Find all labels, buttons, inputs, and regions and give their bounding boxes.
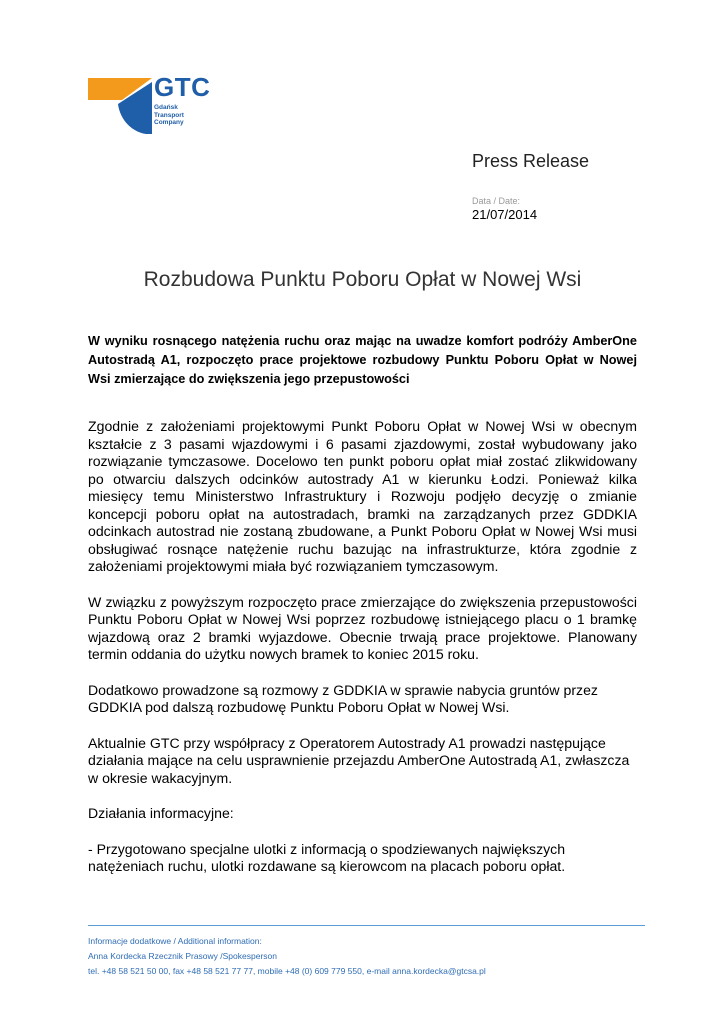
- logo-name: GTC: [154, 72, 211, 102]
- logo-subtitle: [154, 104, 184, 127]
- footer-info-label: Informacje dodatkowe / Additional information:: [88, 936, 262, 946]
- press-release-heading: Press Release: [472, 151, 590, 171]
- date-label: Data / Date:: [472, 196, 521, 206]
- footer-phones: tel. +48 58 521 50 00, fax +48 58 521 77 77, mobile +48 (0) 609 779 550, e-mail anna.kordecka@gtcsa.pl: [88, 966, 486, 976]
- body-paragraph: Działania informacyjne:: [88, 805, 234, 821]
- date-value: 21/07/2014: [472, 207, 538, 222]
- body-paragraph: Aktualnie GTC przy współpracy z Operatorem Autostrady A1 prowadzi następujące działania mające na celu usprawnienie przejazdu AmberOne Autostradą A1, zwłaszcza w okresie wakacyjnym.: [88, 734, 630, 786]
- document-title: Rozbudowa Punktu Poboru Opłat w Nowej Wsi: [143, 268, 582, 291]
- lead-paragraph: W wyniku rosnącego natężenia ruchu oraz mając na uwadze komfort podróży AmberOne Autostradą A1, rozpoczęto prace projektowe rozbudowy Punktu Poboru Opłat w Nowej Wsi zmierzające do zwiększenia jego przepustowości: [88, 334, 637, 386]
- body-paragraph: W związku z powyższym rozpoczęto prace zmierzające do zwiększenia przepustowości Punktu Poboru Opłat w Nowej Wsi poprzez rozbudowę istniejącego placu o 1 bramkę wjazdową oraz 2 bramki wyjazdowe. Obecnie trwają prace projektowe. Planowany termin oddania do użytku nowych bramek to koniec 2015 roku.: [88, 593, 637, 662]
- body-paragraph: - Przygotowano specjalne ulotki z informacją o spodziewanych największych natężeniach ruchu, ulotki rozdawane są kierowcom na placach poboru opłat.: [88, 840, 566, 874]
- footer-contact: Anna Kordecka Rzecznik Prasowy /Spokesperson: [88, 951, 277, 961]
- body-text: [88, 418, 637, 894]
- logo-sub-line: Gdańsk: [154, 104, 178, 111]
- gtc-logo-mark-icon: [88, 74, 152, 134]
- body-paragraph: Zgodnie z założeniami projektowymi Punkt Poboru Opłat w Nowej Wsi w obecnym kształcie z 3 pasami wjazdowymi i 6 pasami zjazdowymi, został wybudowany jako rozwiązanie tymczasowe. Docelowo ten punkt poboru opłat miał zostać zlikwidowany po otwarciu dalszych odcinków autostrady A1 w kierunku Łodzi. Ponieważ kilka miesięcy temu Ministerstwo Infrastruktury i Rozwoju podjęło decyzję o zmianie koncepcji poboru opłat na autostradach, bramki na zarządzanych przez GDDKIA odcinkach autostrad nie zostaną zbudowane, a Punkt Poboru Opłat w Nowej Wsi musi obsługiwać rosnące natężenie ruchu bazując na infrastrukturze, która zgodnie z założeniami projektowymi miała być rozwiązaniem tymczasowym.: [88, 418, 637, 574]
- logo-sub-line: Transport: [154, 111, 184, 119]
- gtc-logo: [88, 74, 238, 134]
- body-paragraph: Dodatkowo prowadzone są rozmowy z GDDKIA w sprawie nabycia gruntów przez GDDKIA pod dalszą rozbudowę Punktu Poboru Opłat w Nowej Wsi.: [88, 681, 598, 715]
- footer-divider: [88, 925, 645, 926]
- logo-sub-line: Company: [154, 119, 184, 126]
